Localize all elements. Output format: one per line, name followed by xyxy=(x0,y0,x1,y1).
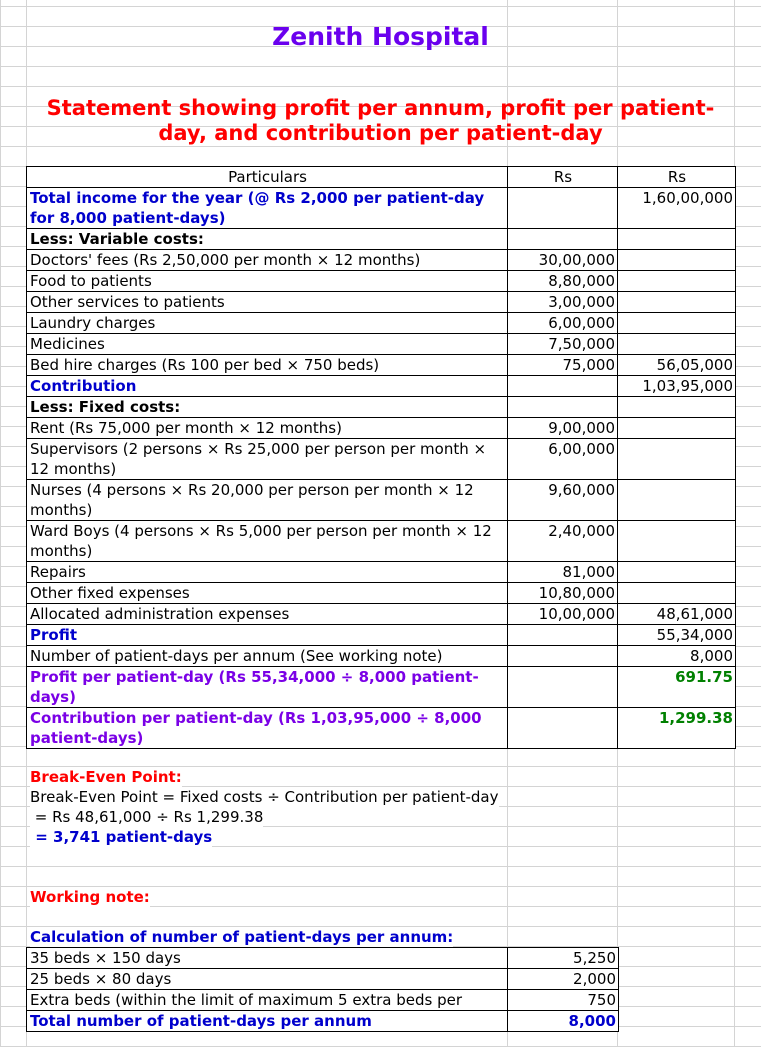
row-amount-rs-2 xyxy=(618,334,736,355)
bep-result: = 3,741 patient-days xyxy=(30,828,213,846)
statement-row xyxy=(27,418,736,439)
subtitle-line-2: day, and contribution per patient-day xyxy=(158,121,603,145)
row-amount-rs-1 xyxy=(508,667,618,708)
statement-row xyxy=(27,292,736,313)
statement-row xyxy=(27,271,736,292)
row-amount-rs-2 xyxy=(618,271,736,292)
statement-row xyxy=(27,397,736,418)
statement-row xyxy=(27,646,736,667)
row-amount-rs-1 xyxy=(508,625,618,646)
row-amount-rs-2 xyxy=(618,439,736,480)
statement-row xyxy=(27,188,736,229)
row-amount-rs-2: 1,03,95,000 xyxy=(618,376,736,397)
row-particulars: Number of patient-days per annum (See working note) xyxy=(27,646,508,667)
patient-days-body xyxy=(27,948,619,1032)
row-particulars: Other services to patients xyxy=(27,292,508,313)
subtitle-line-1: Statement showing profit per annum, profit per patient- xyxy=(46,96,715,120)
header-rs-1: Rs xyxy=(508,167,618,188)
row-particulars: Laundry charges xyxy=(27,313,508,334)
patient-days-row xyxy=(27,948,619,969)
statement-row xyxy=(27,625,736,646)
patient-days-row xyxy=(27,1011,619,1032)
patient-days-row xyxy=(27,969,619,990)
statement-row xyxy=(27,313,736,334)
row-amount-rs-2: 56,05,000 xyxy=(618,355,736,376)
statement-header-row xyxy=(27,167,736,188)
row-particulars: Nurses (4 persons × Rs 20,000 per person per month × 12 months) xyxy=(27,480,508,521)
statement-row xyxy=(27,376,736,397)
patient-days-label: Extra beds (within the limit of maximum 5 extra beds per xyxy=(27,990,508,1011)
working-note-heading: Working note: xyxy=(30,888,150,906)
patient-days-value: 2,000 xyxy=(508,969,619,990)
row-amount-rs-2 xyxy=(618,480,736,521)
patient-days-label: Total number of patient-days per annum xyxy=(27,1011,508,1032)
row-amount-rs-2 xyxy=(618,418,736,439)
calc-heading: Calculation of number of patient-days per annum: xyxy=(30,928,454,946)
row-amount-rs-1: 75,000 xyxy=(508,355,618,376)
row-amount-rs-1: 9,60,000 xyxy=(508,480,618,521)
row-amount-rs-2 xyxy=(618,397,736,418)
row-amount-rs-2: 691.75 xyxy=(618,667,736,708)
row-amount-rs-2 xyxy=(618,313,736,334)
statement-row xyxy=(27,334,736,355)
bep-formula: Break-Even Point = Fixed costs ÷ Contribution per patient-day xyxy=(30,788,499,806)
patient-days-table xyxy=(26,947,619,1032)
row-particulars: Contribution per patient-day (Rs 1,03,95,000 ÷ 8,000 patient-days) xyxy=(27,708,508,749)
row-amount-rs-1: 81,000 xyxy=(508,562,618,583)
row-amount-rs-1 xyxy=(508,708,618,749)
row-particulars: Contribution xyxy=(27,376,508,397)
row-particulars: Other fixed expenses xyxy=(27,583,508,604)
row-particulars: Rent (Rs 75,000 per month × 12 months) xyxy=(27,418,508,439)
statement-row xyxy=(27,480,736,521)
statement-body xyxy=(27,188,736,749)
patient-days-label: 25 beds × 80 days xyxy=(27,969,508,990)
statement-row xyxy=(27,250,736,271)
header-particulars: Particulars xyxy=(27,167,508,188)
row-amount-rs-1 xyxy=(508,646,618,667)
statement-row xyxy=(27,667,736,708)
row-amount-rs-1: 10,00,000 xyxy=(508,604,618,625)
row-particulars: Supervisors (2 persons × Rs 25,000 per person per month × 12 months) xyxy=(27,439,508,480)
header-rs-2: Rs xyxy=(618,167,736,188)
row-amount-rs-1: 8,80,000 xyxy=(508,271,618,292)
row-amount-rs-1: 7,50,000 xyxy=(508,334,618,355)
statement-row xyxy=(27,708,736,749)
row-amount-rs-2: 48,61,000 xyxy=(618,604,736,625)
row-amount-rs-1: 2,40,000 xyxy=(508,521,618,562)
row-amount-rs-1: 30,00,000 xyxy=(508,250,618,271)
patient-days-label: 35 beds × 150 days xyxy=(27,948,508,969)
bep-heading: Break-Even Point: xyxy=(30,768,182,786)
row-particulars: Total income for the year (@ Rs 2,000 per patient-day for 8,000 patient-days) xyxy=(27,188,508,229)
row-particulars: Doctors' fees (Rs 2,50,000 per month × 12 months) xyxy=(27,250,508,271)
statement-subtitle xyxy=(0,96,761,146)
row-amount-rs-2: 8,000 xyxy=(618,646,736,667)
row-particulars: Profit per patient-day (Rs 55,34,000 ÷ 8,000 patient-days) xyxy=(27,667,508,708)
row-amount-rs-2 xyxy=(618,562,736,583)
row-amount-rs-1: 6,00,000 xyxy=(508,439,618,480)
row-amount-rs-2: 1,60,00,000 xyxy=(618,188,736,229)
patient-days-value: 5,250 xyxy=(508,948,619,969)
row-amount-rs-1: 9,00,000 xyxy=(508,418,618,439)
row-amount-rs-1 xyxy=(508,229,618,250)
row-particulars: Allocated administration expenses xyxy=(27,604,508,625)
row-particulars: Less: Variable costs: xyxy=(27,229,508,250)
patient-days-row xyxy=(27,990,619,1011)
row-amount-rs-1 xyxy=(508,188,618,229)
row-particulars: Ward Boys (4 persons × Rs 5,000 per person per month × 12 months) xyxy=(27,521,508,562)
statement-row xyxy=(27,355,736,376)
statement-row xyxy=(27,439,736,480)
row-amount-rs-1 xyxy=(508,376,618,397)
row-amount-rs-2 xyxy=(618,583,736,604)
page-title: Zenith Hospital xyxy=(272,22,489,51)
row-amount-rs-1 xyxy=(508,397,618,418)
bep-step: = Rs 48,61,000 ÷ Rs 1,299.38 xyxy=(30,808,264,826)
statement-row xyxy=(27,521,736,562)
patient-days-value: 750 xyxy=(508,990,619,1011)
statement-row xyxy=(27,229,736,250)
row-particulars: Medicines xyxy=(27,334,508,355)
statement-row xyxy=(27,583,736,604)
row-amount-rs-1: 6,00,000 xyxy=(508,313,618,334)
statement-row xyxy=(27,562,736,583)
patient-days-value: 8,000 xyxy=(508,1011,619,1032)
row-amount-rs-2 xyxy=(618,250,736,271)
row-particulars: Repairs xyxy=(27,562,508,583)
statement-row xyxy=(27,604,736,625)
row-amount-rs-2 xyxy=(618,521,736,562)
row-particulars: Less: Fixed costs: xyxy=(27,397,508,418)
row-amount-rs-2: 55,34,000 xyxy=(618,625,736,646)
row-amount-rs-1: 10,80,000 xyxy=(508,583,618,604)
row-particulars: Profit xyxy=(27,625,508,646)
row-amount-rs-2 xyxy=(618,292,736,313)
row-amount-rs-2 xyxy=(618,229,736,250)
row-particulars: Food to patients xyxy=(27,271,508,292)
row-particulars: Bed hire charges (Rs 100 per bed × 750 beds) xyxy=(27,355,508,376)
row-amount-rs-1: 3,00,000 xyxy=(508,292,618,313)
statement-table xyxy=(26,166,736,749)
row-amount-rs-2: 1,299.38 xyxy=(618,708,736,749)
